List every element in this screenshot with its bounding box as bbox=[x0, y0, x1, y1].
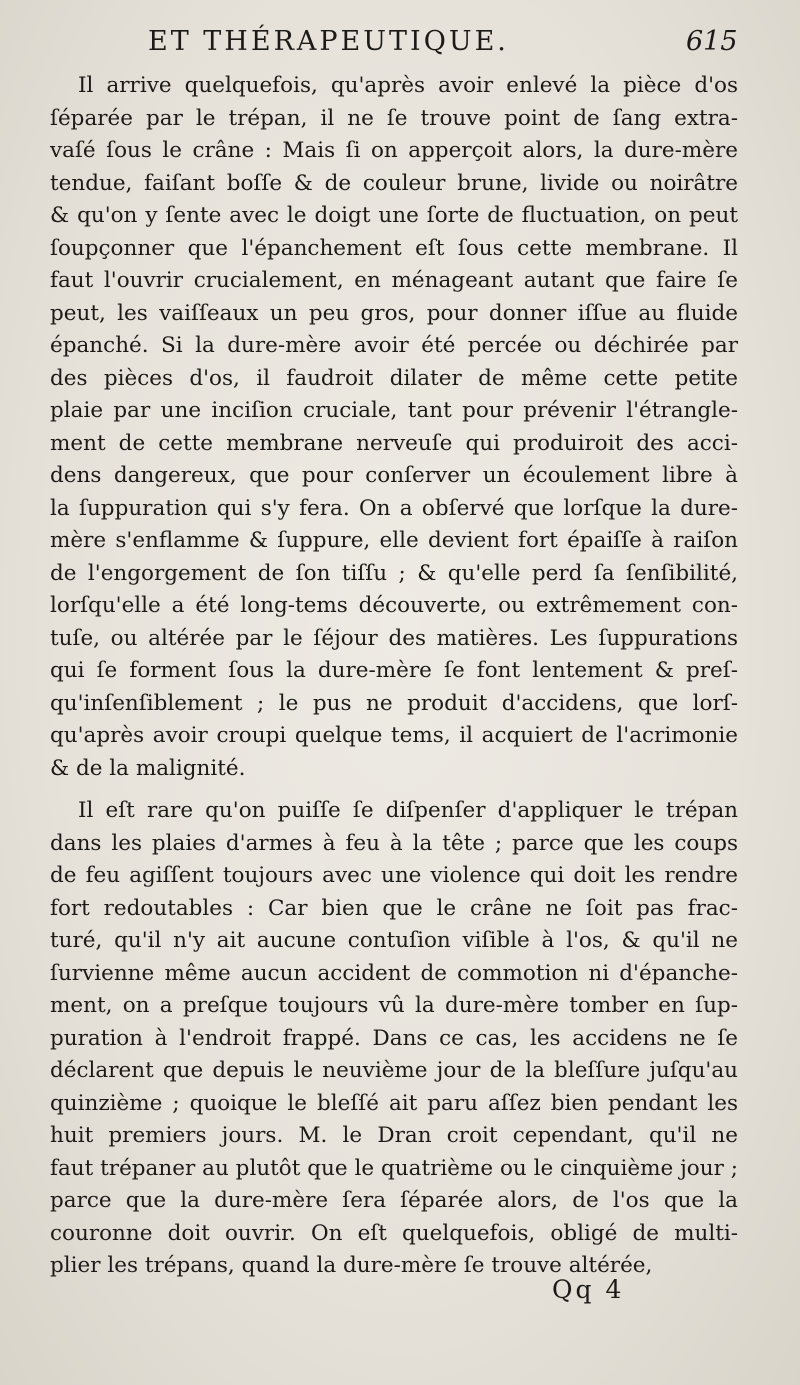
text-line: & de la malignité. bbox=[50, 755, 246, 781]
text-line: vaſé ſous le crâne : Mais ſi on apperçoit alors, la dure-mère bbox=[50, 138, 738, 163]
text-line: mère s'enflamme & ſuppure, elle devient fort épaiſſe à raiſon bbox=[50, 528, 738, 553]
text-line: la ſuppuration qui s'y fera. On a obſervé que lorſque la dure- bbox=[50, 495, 738, 521]
text-line: tendue, faiſant boſſe & de couleur brune, livide ou noirâtre bbox=[50, 170, 738, 196]
text-line: épanché. Si la dure-mère avoir été percée ou déchirée par bbox=[50, 333, 738, 358]
running-title: ET THÉRAPEUTIQUE. bbox=[148, 26, 509, 57]
text-line: ſoupçonner que l'épanchement eſt ſous cette membrane. Il bbox=[50, 235, 738, 261]
text-line: fort redoutables : Car bien que le crâne ne ſoit pas frac- bbox=[50, 895, 738, 921]
text-line: ment de cette membrane nerveuſe qui produiroit des acci- bbox=[50, 430, 738, 456]
text-line: puration à l'endroit frappé. Dans ce cas, les accidens ne ſe bbox=[50, 1025, 738, 1051]
text-line: ſéparée par le trépan, il ne ſe trouve point de ſang extra- bbox=[50, 105, 738, 131]
text-line: tuſe, ou altérée par le ſéjour des matières. Les ſuppurations bbox=[50, 625, 738, 651]
text-line: ſurvienne même aucun accident de commotion ni d'épanche- bbox=[50, 960, 738, 986]
text-line: des pièces d'os, il faudroit dilater de même cette petite bbox=[50, 365, 738, 391]
text-line: faut trépaner au plutôt que le quatrième ou le cinquième jour ; bbox=[50, 1155, 738, 1181]
text-line: qu'après avoir croupi quelque tems, il acquiert de l'acrimonie bbox=[50, 723, 738, 748]
text-line: faut l'ouvrir crucialement, en ménageant autant que faire ſe bbox=[50, 268, 738, 293]
text-line: peut, les vaiſſeaux un peu gros, pour donner iſſue au fluide bbox=[50, 300, 738, 326]
text-line: de l'engorgement de ſon tiſſu ; & qu'elle perd ſa ſenſibilité, bbox=[50, 560, 738, 586]
text-line: dans les plaies d'armes à feu à la tête ; parce que les coups bbox=[50, 830, 738, 856]
text-line: plier les trépans, quand la dure-mère ſe trouve altérée, bbox=[50, 1253, 653, 1278]
body-text bbox=[50, 70, 738, 1283]
text-line: dens dangereux, que pour conſerver un écoulement libre à bbox=[50, 463, 738, 488]
text-line: & qu'on y ſente avec le doigt une ſorte de fluctuation, on peut bbox=[50, 203, 738, 228]
text-line: couronne doit ouvrir. On eſt quelquefois, obligé de multi- bbox=[50, 1220, 738, 1246]
signature-mark: Qq 4 bbox=[552, 1275, 625, 1304]
text-line: qu'inſenſiblement ; le pus ne produit d'accidens, que lorſ- bbox=[50, 690, 738, 716]
text-line: Il eſt rare qu'on puiſſe ſe diſpenſer d'appliquer le trépan bbox=[78, 798, 738, 823]
text-line: huit premiers jours. M. le Dran croit cependant, qu'il ne bbox=[50, 1123, 738, 1148]
text-line: lorſqu'elle a été long-tems découverte, ou extrêmement con- bbox=[50, 593, 738, 618]
text-line: déclarent que depuis le neuvième jour de la bleſſure juſqu'au bbox=[50, 1058, 738, 1083]
paragraph-2 bbox=[50, 795, 738, 1283]
text-line: ment, on a preſque toujours vû la dure-mère tomber en ſup- bbox=[50, 993, 738, 1018]
text-line: Il arrive quelquefois, qu'après avoir enlevé la pièce d'os bbox=[78, 73, 738, 98]
page-number: 615 bbox=[686, 26, 738, 57]
page-header bbox=[0, 22, 800, 62]
text-line: qui ſe forment ſous la dure-mère ſe font lentement & preſ- bbox=[50, 658, 738, 683]
text-line: parce que la dure-mère ſera ſéparée alors, de l'os que la bbox=[50, 1188, 738, 1213]
paragraph-1 bbox=[50, 70, 738, 785]
text-line: quinzième ; quoique le bleſſé ait paru aſſez bien pendant les bbox=[50, 1090, 738, 1116]
text-line: turé, qu'il n'y ait aucune contuſion viſible à l'os, & qu'il ne bbox=[50, 928, 738, 953]
text-line: plaie par une inciſion cruciale, tant pour prévenir l'étrangle- bbox=[50, 398, 738, 423]
text-line: de feu agiſſent toujours avec une violence qui doit les rendre bbox=[50, 863, 738, 888]
